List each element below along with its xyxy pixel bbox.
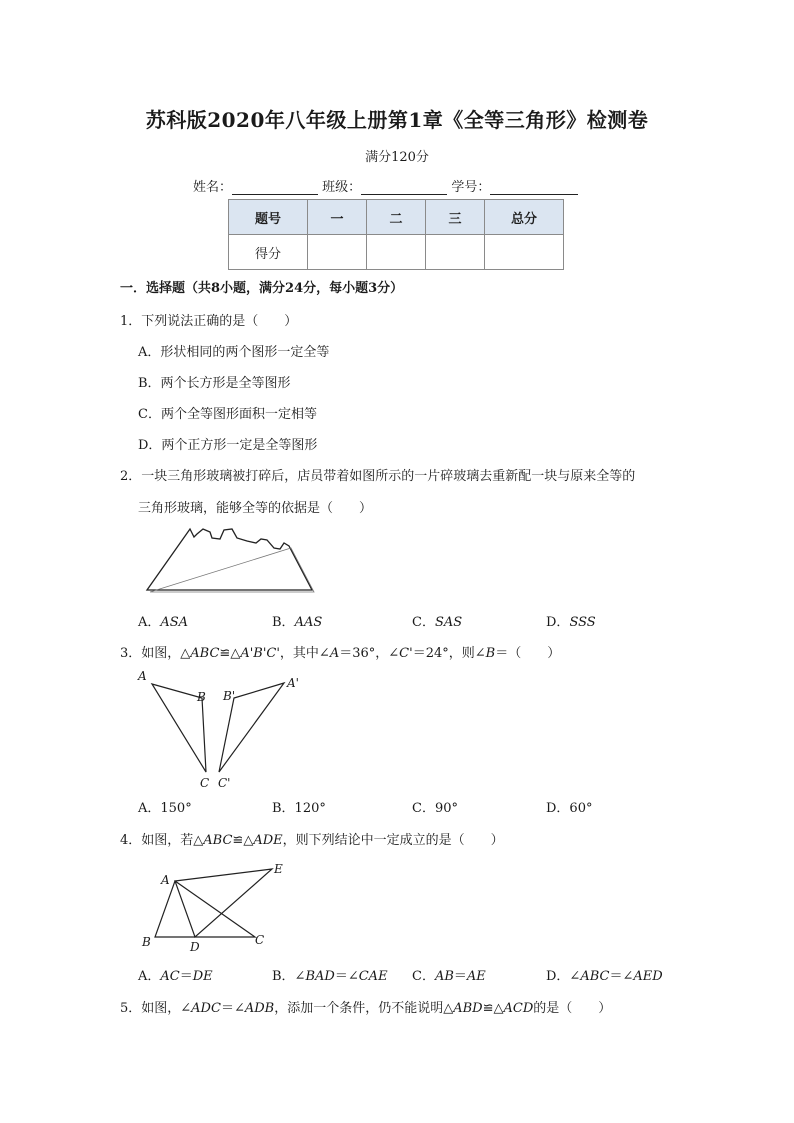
- stem-part: ＝36°，∠: [339, 646, 400, 661]
- option-text: BAD: [305, 969, 335, 984]
- id-label: 学号：: [451, 180, 491, 195]
- score-cell[interactable]: [485, 235, 564, 270]
- label-b: B: [197, 690, 206, 704]
- q3-option-d: D．60°: [546, 801, 593, 816]
- stem-part: ＝∠: [220, 1001, 245, 1016]
- stem-part: ＝24°，则∠: [412, 646, 486, 661]
- triangles-ade-abc-figure: [135, 858, 295, 958]
- label-b-prime: B': [223, 689, 236, 703]
- q4-option-a: [138, 965, 213, 984]
- q2-option-c: [412, 611, 462, 630]
- q1-option-a: A．形状相同的两个图形一定全等: [138, 345, 330, 360]
- option-text: DE: [192, 969, 213, 984]
- name-blank[interactable]: [232, 180, 318, 195]
- option-text: ＝: [453, 969, 467, 984]
- stem-part: A'B'C': [240, 646, 280, 661]
- option-text: ASA: [160, 615, 189, 630]
- score-row-label: 得分: [229, 235, 308, 270]
- option-letter: A．: [138, 969, 161, 984]
- stem-part: ADB: [244, 1001, 275, 1016]
- score-header-cell: 一: [308, 200, 367, 235]
- option-text: ＝∠: [609, 969, 634, 984]
- option-letter: C．: [412, 969, 435, 984]
- score-header-cell: 题号: [229, 200, 308, 235]
- id-blank[interactable]: [490, 180, 578, 195]
- student-info-line: [193, 176, 578, 195]
- score-header-cell: 总分: [485, 200, 564, 235]
- score-table-header: [229, 200, 564, 235]
- label-c: C: [200, 776, 210, 790]
- stem-part: ，添加一个条件，仍不能说明△: [274, 1001, 454, 1016]
- option-letter: D．: [546, 615, 570, 630]
- option-text: ABC: [580, 969, 610, 984]
- q1-option-d: D．两个正方形一定是全等图形: [138, 438, 318, 453]
- stem-part: ADC: [191, 1001, 221, 1016]
- score-header-cell: 三: [426, 200, 485, 235]
- q2-option-b: [272, 611, 322, 630]
- score-cell[interactable]: [367, 235, 426, 270]
- label-c: C: [255, 933, 265, 947]
- option-text: ＝∠: [334, 969, 359, 984]
- stem-part: ≌△: [219, 646, 241, 661]
- q2-option-a: [138, 611, 188, 630]
- label-a: A: [161, 873, 170, 887]
- label-a: A: [138, 669, 147, 683]
- score-cell[interactable]: [308, 235, 367, 270]
- stem-part: ，其中∠: [279, 646, 330, 661]
- q4-option-d: [546, 965, 663, 984]
- class-label: 班级：: [322, 180, 362, 195]
- q2-option-d: [546, 611, 596, 630]
- stem-part: ，则下列结论中一定成立的是（ ）: [282, 833, 504, 848]
- option-letter: B．: [272, 615, 295, 630]
- option-text: SSS: [569, 615, 596, 630]
- score-table-row: [229, 235, 564, 270]
- glass-shard-shadow: [150, 548, 314, 592]
- option-text: AAS: [294, 615, 323, 630]
- section-heading: 一．选择题（共8小题，满分24分，每小题3分）: [120, 281, 404, 296]
- option-text: AED: [633, 969, 663, 984]
- stem-part: 4．如图，若△: [120, 833, 204, 848]
- q4-option-b: [272, 965, 388, 984]
- q3-option-a: A．150°: [138, 801, 192, 816]
- option-text: AE: [466, 969, 486, 984]
- stem-part: 5．如图，∠: [120, 1001, 192, 1016]
- stem-part: ＝（ ）: [495, 646, 561, 661]
- stem-part: A: [329, 646, 340, 661]
- question-2-stem-line2: 三角形玻璃，能够全等的依据是（ ）: [138, 501, 373, 516]
- stem-part: ABD: [453, 1001, 483, 1016]
- label-c-prime: C': [218, 776, 231, 790]
- question-5-stem: [120, 997, 611, 1016]
- option-text: CAE: [358, 969, 388, 984]
- question-4-stem: [120, 829, 504, 848]
- q4-option-c: [412, 965, 486, 984]
- congruent-triangles-figure: [130, 665, 310, 795]
- option-letter: D．∠: [546, 969, 581, 984]
- glass-shard-outline: [147, 529, 312, 590]
- q1-option-b: B．两个长方形是全等图形: [138, 376, 291, 391]
- score-header-cell: 二: [367, 200, 426, 235]
- page-title: 苏科版2020年八年级上册第1章《全等三角形》检测卷: [145, 108, 649, 132]
- q3-option-b: B．120°: [272, 801, 326, 816]
- label-a-prime: A': [287, 676, 299, 690]
- page-subtitle: 满分120分: [365, 150, 429, 165]
- label-d: D: [190, 940, 200, 954]
- option-text: AC: [160, 969, 180, 984]
- stem-part: ADE: [253, 833, 283, 848]
- option-letter: A．: [138, 615, 161, 630]
- stem-part: B: [485, 646, 496, 661]
- stem-part: C': [399, 646, 413, 661]
- q1-option-c: C．两个全等图形面积一定相等: [138, 407, 317, 422]
- triangle-ade: [175, 869, 272, 937]
- score-table: [228, 199, 564, 270]
- option-letter: B．∠: [272, 969, 306, 984]
- stem-part: ABC: [203, 833, 233, 848]
- stem-part: ACD: [503, 1001, 534, 1016]
- question-3-stem: [120, 642, 560, 661]
- score-cell[interactable]: [426, 235, 485, 270]
- option-text: SAS: [434, 615, 463, 630]
- stem-part: ≌△: [482, 1001, 504, 1016]
- stem-part: ≌△: [232, 833, 254, 848]
- q3-option-c: C．90°: [412, 801, 458, 816]
- stem-part: 的是（ ）: [533, 1001, 612, 1016]
- question-1-stem: 1．下列说法正确的是（ ）: [120, 314, 298, 329]
- option-text: ＝: [179, 969, 193, 984]
- label-b: B: [142, 935, 151, 949]
- broken-glass-figure: [140, 526, 325, 598]
- class-blank[interactable]: [361, 180, 447, 195]
- stem-part: ABC: [190, 646, 220, 661]
- name-label: 姓名：: [193, 180, 233, 195]
- label-e: E: [274, 862, 283, 876]
- option-text: AB: [434, 969, 454, 984]
- question-2-stem-line1: 2．一块三角形玻璃被打碎后，店员带着如图所示的一片碎玻璃去重新配一块与原来全等的: [120, 469, 636, 484]
- option-letter: C．: [412, 615, 435, 630]
- stem-part: 3．如图，△: [120, 646, 191, 661]
